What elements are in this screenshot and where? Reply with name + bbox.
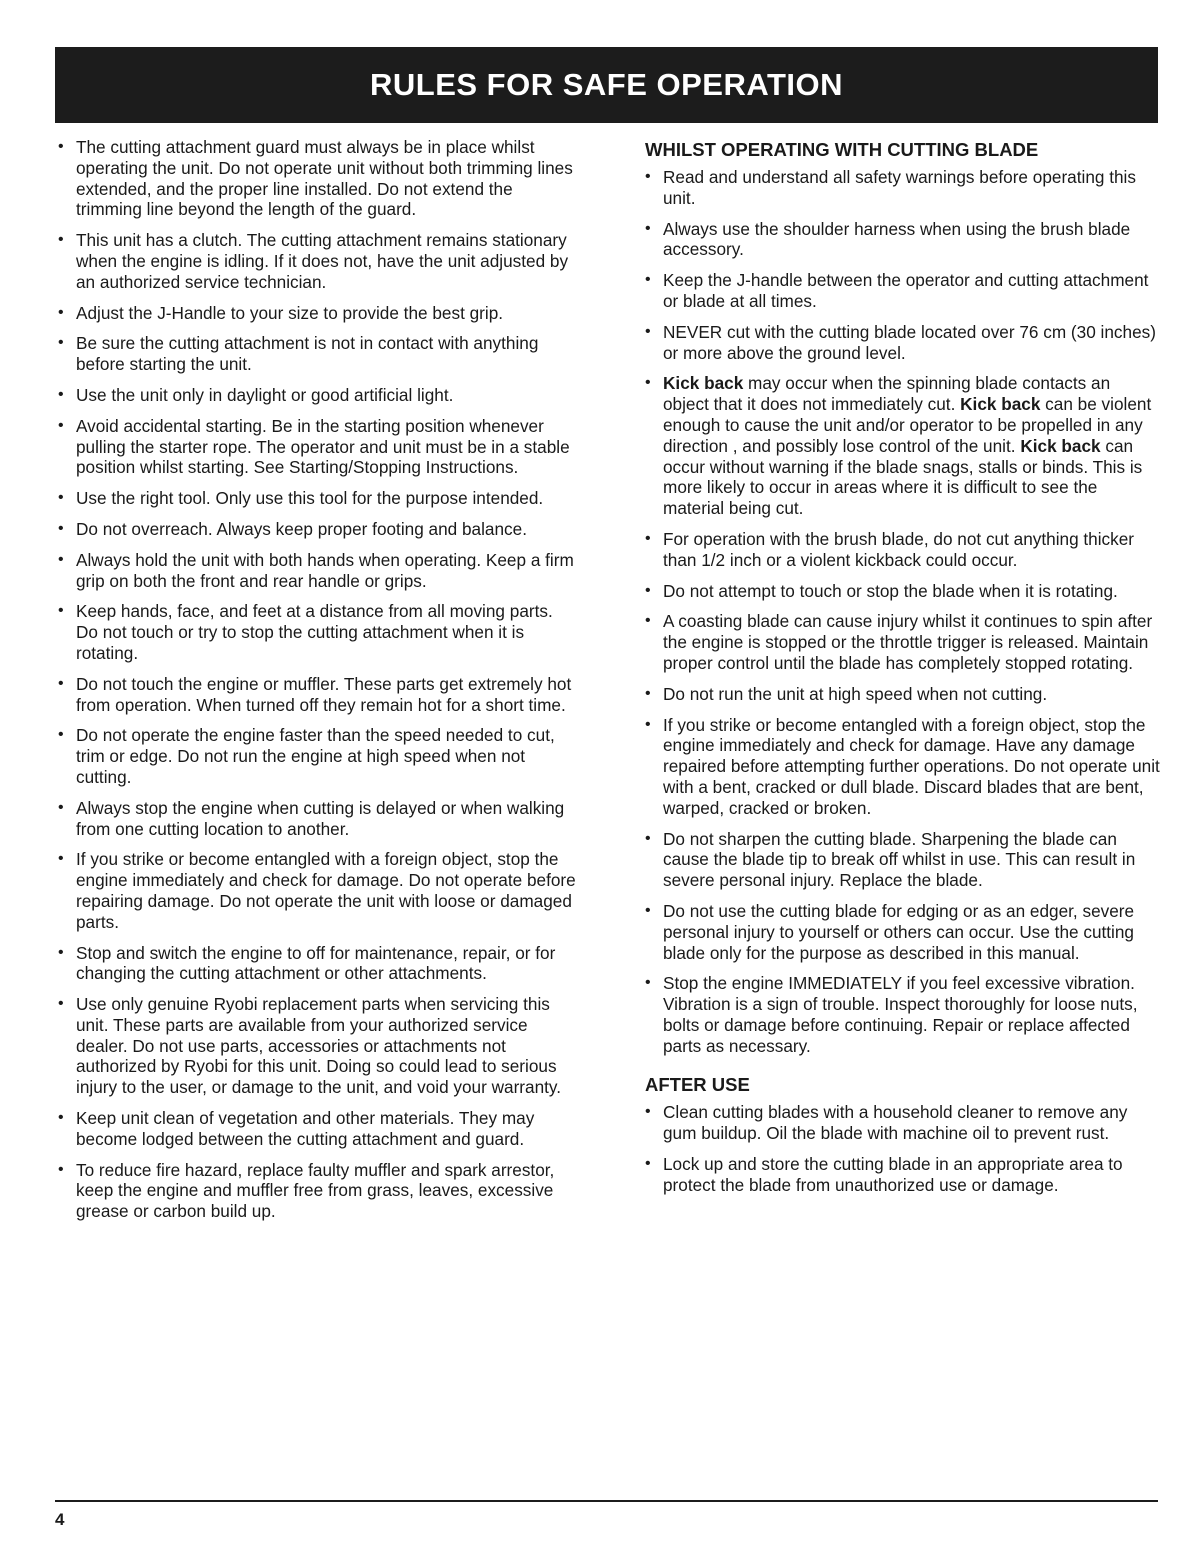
list-item: • Avoid accidental starting. Be in the starting position whenever pulling the starter rope. The operator and unit must be in a stable position whilst starting. See Starting/Stopping Instructions. xyxy=(58,416,578,478)
list-item: • Be sure the cutting attachment is not in contact with anything before starting the unit. xyxy=(58,333,578,375)
list-item: • This unit has a clutch. The cutting attachment remains stationary when the engine is idling. If it does not, have the unit adjusted by an authorized service technician. xyxy=(58,230,578,292)
list-item: • Keep hands, face, and feet at a distance from all moving parts. Do not touch or try to stop the cutting attachment when it is rotating. xyxy=(58,601,578,663)
list-item: • Do not touch the engine or muffler. These parts get extremely hot from operation. When turned off they remain hot for a short time. xyxy=(58,674,578,716)
list-item: • Read and understand all safety warnings before operating this unit. xyxy=(645,167,1160,209)
page-title: RULES FOR SAFE OPERATION xyxy=(369,67,843,102)
kickback-text: may occur when the spinning blade contacts an object that it does not immediately cut. xyxy=(663,373,1111,415)
kickback-list-item xyxy=(645,373,1160,519)
list-item: • Use the right tool. Only use this tool for the purpose intended. xyxy=(58,488,578,509)
list-item: • Use only genuine Ryobi replacement parts when servicing this unit. These parts are available from your authorized service dealer. Do not use parts, accessories or attachments not authorized by Ryobi for this unit. Doing so could lead to serious injury to the user, or damage to the unit, and void your warranty. xyxy=(58,994,578,1098)
list-item: • Do not operate the engine faster than the speed needed to cut, trim or edge. Do not run the engine at high speed when not cutting. xyxy=(58,725,578,787)
list-item: • Do not sharpen the cutting blade. Sharpening the blade can cause the blade tip to break off whilst in use. This can result in severe personal injury. Replace the blade. xyxy=(645,829,1160,891)
page-title-banner xyxy=(55,47,1158,123)
list-item: • Keep unit clean of vegetation and other materials. They may become lodged between the cutting attachment and guard. xyxy=(58,1108,578,1150)
left-column xyxy=(58,137,578,1232)
footer-divider xyxy=(55,1500,1158,1502)
list-item: • NEVER cut with the cutting blade located over 76 cm (30 inches) or more above the ground level. xyxy=(645,322,1160,364)
list-item: • Do not attempt to touch or stop the blade when it is rotating. xyxy=(645,581,1160,602)
list-item: • To reduce fire hazard, replace faulty muffler and spark arrestor, keep the engine and muffler free from grass, leaves, excessive grease or carbon build up. xyxy=(58,1160,578,1222)
kickback-text: can occur without warning if the blade snags, stalls or binds. This is more likely to occur in areas where it is difficult to see the material being cut. xyxy=(663,435,1143,519)
list-item: • Do not use the cutting blade for edging or as an edger, severe personal injury to yourself or others can occur. Use the cutting blade only for the purpose as described in this manual. xyxy=(645,901,1160,963)
list-item: • A coasting blade can cause injury whilst it continues to spin after the engine is stopped or the throttle trigger is released. Maintain proper control until the blade has completely stopped rotating. xyxy=(645,611,1160,673)
list-item: • Adjust the J-Handle to your size to provide the best grip. xyxy=(58,303,578,324)
right-column xyxy=(645,137,1160,1206)
kickback-term: Kick back xyxy=(1020,435,1101,456)
list-item: • Do not run the unit at high speed when not cutting. xyxy=(645,684,1160,705)
left-safety-list xyxy=(58,137,578,1222)
list-item: • For operation with the brush blade, do not cut anything thicker than 1/2 inch or a violent kickback could occur. xyxy=(645,529,1160,571)
list-item: • Stop and switch the engine to off for maintenance, repair, or for changing the cutting attachment or other attachments. xyxy=(58,943,578,985)
list-item: • Use the unit only in daylight or good artificial light. xyxy=(58,385,578,406)
blade-section-heading: WHILST OPERATING WITH CUTTING BLADE xyxy=(645,139,1039,160)
kickback-term: Kick back xyxy=(960,394,1041,415)
list-item: • Lock up and store the cutting blade in an appropriate area to protect the blade from unauthorized use or damage. xyxy=(645,1154,1160,1196)
after-use-heading: AFTER USE xyxy=(645,1074,750,1096)
list-item: • Keep the J-handle between the operator and cutting attachment or blade at all times. xyxy=(645,270,1160,312)
page-number: 4 xyxy=(55,1510,65,1529)
list-item: • The cutting attachment guard must always be in place whilst operating the unit. Do not operate unit without both trimming lines extended, and the proper line installed. Do not extend the trimming line beyond the length of the guard. xyxy=(58,137,578,220)
list-item: • Always hold the unit with both hands when operating. Keep a firm grip on both the front and rear handle or grips. xyxy=(58,550,578,592)
list-item: • If you strike or become entangled with a foreign object, stop the engine immediately and check for damage. Have any damage repaired before attempting further operations. Do not operate unit with a bent, cracked or dull blade. Discard blades that are bent, warped, cracked or broken. xyxy=(645,715,1160,819)
list-item: • Always use the shoulder harness when using the brush blade accessory. xyxy=(645,219,1160,261)
list-item: • Always stop the engine when cutting is delayed or when walking from one cutting location to another. xyxy=(58,798,578,840)
after-use-list xyxy=(645,1102,1160,1195)
kickback-text: can be violent enough to cause the unit and/or operator to be propelled in any direction , and possibly lose control of the unit. xyxy=(663,394,1152,456)
list-item: • Clean cutting blades with a household cleaner to remove any gum buildup. Oil the blade with machine oil to prevent rust. xyxy=(645,1102,1160,1144)
list-item: • If you strike or become entangled with a foreign object, stop the engine immediately and check for damage. Do not operate before repairing damage. Do not operate the unit with loose or damaged parts. xyxy=(58,849,578,932)
kickback-term: Kick back xyxy=(663,373,744,394)
list-item: • Stop the engine IMMEDIATELY if you feel excessive vibration. Vibration is a sign of trouble. Inspect thoroughly for loose nuts, bolts or damage before continuing. Repair or replace affected parts as necessary. xyxy=(645,973,1160,1056)
blade-safety-list xyxy=(645,167,1160,1056)
list-item: • Do not overreach. Always keep proper footing and balance. xyxy=(58,519,578,540)
